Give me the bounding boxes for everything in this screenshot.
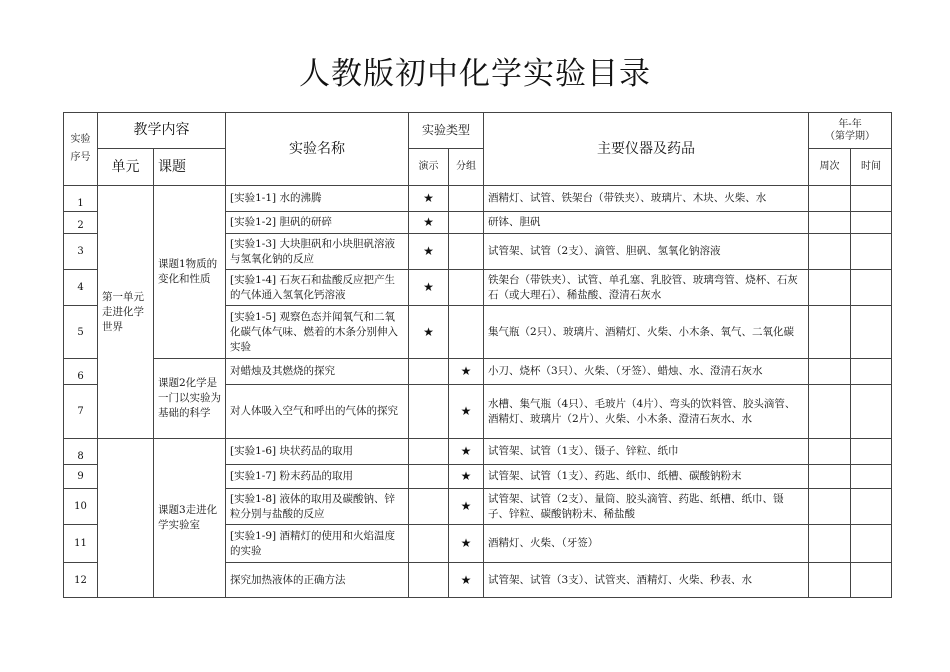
week-cell [809,465,851,489]
table-row [64,186,892,212]
topic-cell: 课题1物质的变化和性质 [154,186,226,359]
row-name: [实验1-5] 观察色态并闻氧气和二氧化碳气体气味、燃着的木条分别伸入实验 [226,306,409,359]
demo-star: ★ [409,212,449,234]
row-seq: 4 [64,270,98,306]
header-seq-top: 实验 [70,134,91,145]
demo-cell [409,385,449,439]
row-name: [实验1-4] 石灰石和盐酸反应把产生的气体通入氢氧化钙溶液 [226,270,409,306]
table-row [64,439,892,465]
group-star: ★ [449,465,484,489]
group-star: ★ [449,439,484,465]
row-name: [实验1-6] 块状药品的取用 [226,439,409,465]
row-seq: 11 [64,525,98,563]
header-teaching: 教学内容 [98,113,226,149]
row-seq: 1 [64,186,98,212]
time-cell [851,359,892,385]
week-cell [809,359,851,385]
demo-cell [409,465,449,489]
header-seq-bottom: 序号 [70,152,91,163]
row-name: 探究加热液体的正确方法 [226,563,409,598]
row-seq: 3 [64,234,98,270]
page-title: 人教版初中化学实验目录 [299,56,651,92]
unit-cell: 第一单元走进化学世界 [98,186,154,439]
table-row [64,359,892,385]
group-star: ★ [449,359,484,385]
week-cell [809,439,851,465]
row-materials: 试管架、试管（2支）、滴管、胆矾、氢氧化钠溶液 [484,234,809,270]
week-cell [809,212,851,234]
week-cell [809,306,851,359]
header-materials: 主要仪器及药品 [484,113,809,186]
row-materials: 水槽、集气瓶（4只）、毛玻片（4片）、弯头的饮料管、胶头滴管、酒精灯、玻璃片（2片）、火柴、小木条、澄清石灰水、水 [484,385,809,439]
demo-star: ★ [409,186,449,212]
time-cell [851,306,892,359]
row-materials: 试管架、试管（2支）、量筒、胶头滴管、药匙、纸槽、纸巾、镊子、锌粒、碳酸钠粉末、稀盐酸 [484,489,809,525]
time-cell [851,489,892,525]
header-demo: 演示 [409,149,449,186]
time-cell [851,465,892,489]
row-name: [实验1-8] 液体的取用及碳酸钠、锌粒分别与盐酸的反应 [226,489,409,525]
header-time: 时间 [851,149,892,186]
row-name: 对蜡烛及其燃烧的探究 [226,359,409,385]
row-name: [实验1-2] 胆矾的研碎 [226,212,409,234]
row-seq: 12 [64,563,98,598]
row-materials: 试管架、试管（3支）、试管夹、酒精灯、火柴、秒表、水 [484,563,809,598]
group-cell [449,306,484,359]
row-seq: 8 [64,439,98,465]
header-topic: 课题 [154,149,226,186]
demo-star: ★ [409,270,449,306]
header-year [809,113,892,149]
week-cell [809,234,851,270]
topic-cell: 课题2化学是一门以实验为基础的科学 [154,359,226,439]
row-materials: 酒精灯、火柴、（牙签） [484,525,809,563]
row-seq: 6 [64,359,98,385]
week-cell [809,563,851,598]
group-star: ★ [449,385,484,439]
row-materials: 试管架、试管（1支）、镊子、锌粒、纸巾 [484,439,809,465]
group-cell [449,234,484,270]
row-seq: 10 [64,489,98,525]
row-name: 对人体吸入空气和呼出的气体的探究 [226,385,409,439]
row-seq: 5 [64,306,98,359]
group-cell [449,212,484,234]
header-row-1 [64,113,892,149]
header-exp-name: 实验名称 [226,113,409,186]
unit-blank-cell [98,439,154,598]
time-cell [851,234,892,270]
header-unit: 单元 [98,149,154,186]
header-semester: （第学期） [825,130,876,142]
group-cell [449,270,484,306]
group-star: ★ [449,525,484,563]
time-cell [851,385,892,439]
row-seq: 7 [64,385,98,439]
demo-star: ★ [409,234,449,270]
row-materials: 小刀、烧杯（3只）、火柴、（牙签）、蜡烛、水、澄清石灰水 [484,359,809,385]
header-week: 周次 [809,149,851,186]
week-cell [809,489,851,525]
group-cell [449,186,484,212]
experiment-table [63,112,892,598]
demo-cell [409,359,449,385]
row-materials: 铁架台（带铁夹）、试管、单孔塞、乳胶管、玻璃弯管、烧杯、石灰石（或大理石）、稀盐酸、澄清石灰水 [484,270,809,306]
time-cell [851,563,892,598]
row-seq: 9 [64,465,98,489]
row-name: [实验1-3] 大块胆矾和小块胆矾溶液与氢氧化钠的反应 [226,234,409,270]
header-year-label: 年-年 [838,118,862,130]
header-exp-type: 实验类型 [409,113,484,149]
row-name: [实验1-1] 水的沸腾 [226,186,409,212]
demo-star: ★ [409,306,449,359]
week-cell [809,270,851,306]
group-star: ★ [449,489,484,525]
demo-cell [409,439,449,465]
row-materials: 试管架、试管（1支）、药匙、纸巾、纸槽、碳酸钠粉末 [484,465,809,489]
row-materials: 研钵、胆矾 [484,212,809,234]
header-group: 分组 [449,149,484,186]
header-seq [64,113,98,186]
row-materials: 集气瓶（2只）、玻璃片、酒精灯、火柴、小木条、氧气、二氧化碳 [484,306,809,359]
row-seq: 2 [64,212,98,234]
time-cell [851,212,892,234]
row-name: [实验1-9] 酒精灯的使用和火焰温度的实验 [226,525,409,563]
week-cell [809,385,851,439]
time-cell [851,186,892,212]
time-cell [851,270,892,306]
time-cell [851,525,892,563]
time-cell [851,439,892,465]
group-star: ★ [449,563,484,598]
topic-cell: 课题3走进化学实验室 [154,439,226,598]
week-cell [809,186,851,212]
row-materials: 酒精灯、试管、铁架台（带铁夹）、玻璃片、木块、火柴、水 [484,186,809,212]
demo-cell [409,563,449,598]
demo-cell [409,489,449,525]
week-cell [809,525,851,563]
row-name: [实验1-7] 粉末药品的取用 [226,465,409,489]
demo-cell [409,525,449,563]
